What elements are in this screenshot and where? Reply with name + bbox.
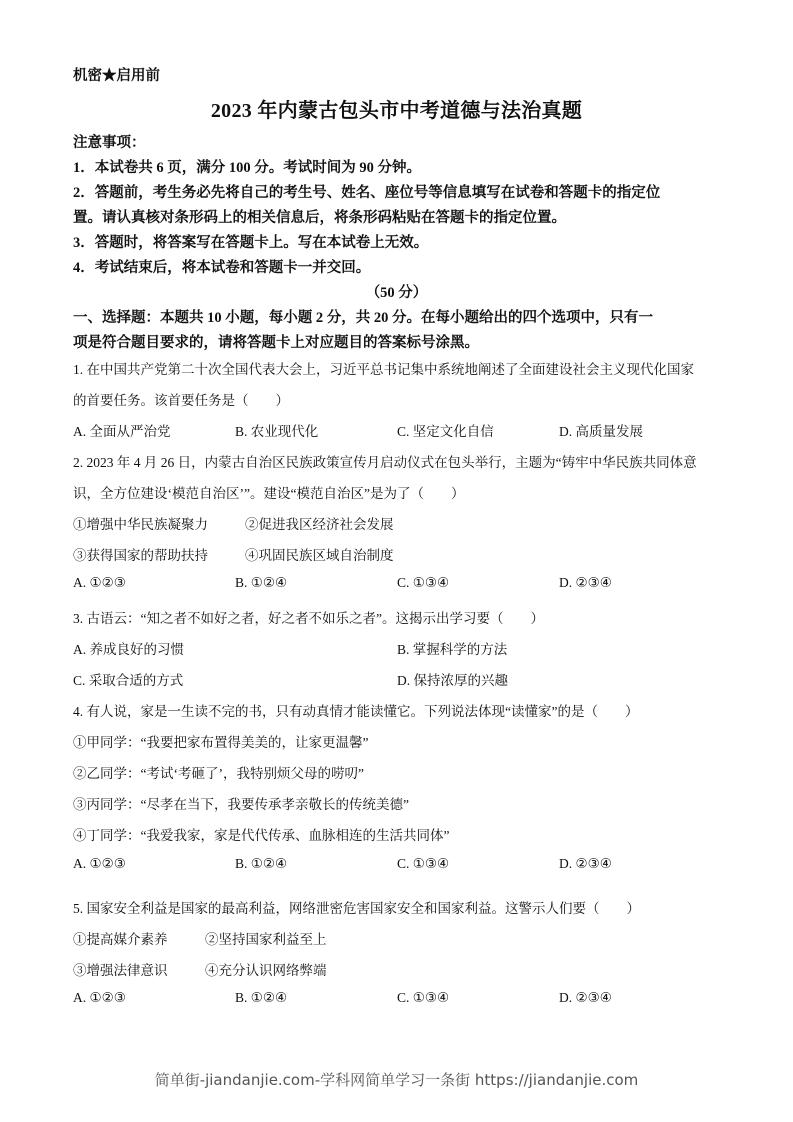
- notice-item: 置。请认真核对条形码上的相关信息后，将条形码粘贴在答题卡的指定位置。: [73, 210, 566, 226]
- question-1-options: [73, 420, 721, 440]
- confidential-label: 机密★启用前: [73, 68, 160, 84]
- section-score: （50 分）: [365, 285, 428, 301]
- statement: ①甲同学：“我要把家布置得美美的，让家更温馨”: [73, 735, 369, 750]
- option-b: B. 农业现代化: [235, 424, 319, 439]
- statement: ①增强中华民族凝聚力: [73, 517, 208, 532]
- notice-item: 2．答题前，考生务必先将自己的考生号、姓名、座位号等信息填写在试卷和答题卡的指定位: [73, 185, 661, 201]
- question-2-statements: [73, 544, 394, 564]
- question-3-stem: 3. 古语云：“知之者不如好之者，好之者不如乐之者”。这揭示出学习要（ ）: [73, 611, 544, 626]
- statement: ②乙同学：“考试‘考砸了’，我特别烦父母的唠叨”: [73, 766, 364, 781]
- statement: ③丙同学：“尽孝在当下，我要传承孝亲敬长的传统美德”: [73, 797, 409, 812]
- question-3-options: [73, 669, 721, 689]
- option-d: D. ②③④: [559, 990, 612, 1005]
- question-2-statements: [73, 513, 394, 533]
- statement: ③获得国家的帮助扶持: [73, 548, 208, 563]
- section-intro: 一、选择题：本题共 10 小题，每小题 2 分，共 20 分。在每小题给出的四个选项中，只有一: [73, 310, 653, 326]
- question-4-stem: 4. 有人说，家是一生读不完的书，只有动真情才能读懂它。下列说法体现“读懂家”的是（ ）: [73, 704, 639, 719]
- option-d: D. ②③④: [559, 575, 612, 590]
- statement: ②坚持国家利益至上: [205, 932, 327, 947]
- question-1-stem: 的首要任务。该首要任务是（ ）: [73, 393, 289, 408]
- question-5-stem: 5. 国家安全利益是国家的最高利益，网络泄密危害国家安全和国家利益。这警示人们要（ ）: [73, 901, 640, 916]
- notice-heading: 注意事项：: [73, 135, 146, 151]
- option-c: C. ①③④: [397, 990, 450, 1005]
- option-c: C. 坚定文化自信: [397, 424, 494, 439]
- statement: ④丁同学：“我爱我家，家是代代传承、血脉相连的生活共同体”: [73, 828, 450, 843]
- question-1-stem: 1. 在中国共产党第二十次全国代表大会上，习近平总书记集中系统地阐述了全面建设社会主义现代化国家: [73, 362, 694, 377]
- option-d: D. ②③④: [559, 856, 612, 871]
- option-c: C. 采取合适的方式: [73, 673, 184, 688]
- section-intro: 项是符合题目要求的，请将答题卡上对应题目的答案标号涂黑。: [73, 335, 479, 351]
- question-5-statements: [73, 959, 327, 979]
- notice-item: 3．答题时，将答案写在答题卡上。写在本试卷上无效。: [73, 235, 429, 251]
- question-4-options: [73, 856, 721, 872]
- option-c: C. ①③④: [397, 575, 450, 590]
- option-b: B. ①②④: [235, 856, 288, 871]
- question-5-statements: [73, 928, 327, 948]
- statement: ④充分认识网络弊端: [205, 963, 327, 978]
- question-2-options: [73, 575, 721, 591]
- footer-watermark: 简单街-jiandanjie.com-学科网简单学习一条街 https://jiandanjie.com: [154, 1071, 639, 1089]
- statement: ①提高媒介素养: [73, 932, 168, 947]
- notice-item: 1．本试卷共 6 页，满分 100 分。考试时间为 90 分钟。: [73, 160, 421, 176]
- option-b: B. 掌握科学的方法: [397, 642, 508, 657]
- option-a: A. 养成良好的习惯: [73, 642, 184, 657]
- option-a: A. ①②③: [73, 856, 126, 871]
- option-a: A. ①②③: [73, 990, 126, 1005]
- question-3-options: [73, 638, 721, 658]
- statement: ②促进我区经济社会发展: [245, 517, 394, 532]
- option-d: D. 高质量发展: [559, 424, 643, 439]
- option-c: C. ①③④: [397, 856, 450, 871]
- option-a: A. 全面从严治党: [73, 424, 171, 439]
- option-b: B. ①②④: [235, 990, 288, 1005]
- question-5-options: [73, 990, 721, 1006]
- notice-item: 4．考试结束后，将本试卷和答题卡一并交回。: [73, 260, 371, 276]
- question-2-stem: 2. 2023 年 4 月 26 日，内蒙古自治区民族政策宣传月启动仪式在包头举行，主题为“铸牢中华民族共同体意: [73, 455, 697, 470]
- option-a: A. ①②③: [73, 575, 126, 590]
- option-b: B. ①②④: [235, 575, 288, 590]
- question-2-stem: 识，全方位建设‘模范自治区’”。建设“模范自治区”是为了（ ）: [73, 486, 465, 501]
- option-d: D. 保持浓厚的兴趣: [397, 673, 508, 688]
- page-title: 2023 年内蒙古包头市中考道德与法治真题: [210, 100, 583, 122]
- statement: ④巩固民族区域自治制度: [245, 548, 394, 563]
- statement: ③增强法律意识: [73, 963, 168, 978]
